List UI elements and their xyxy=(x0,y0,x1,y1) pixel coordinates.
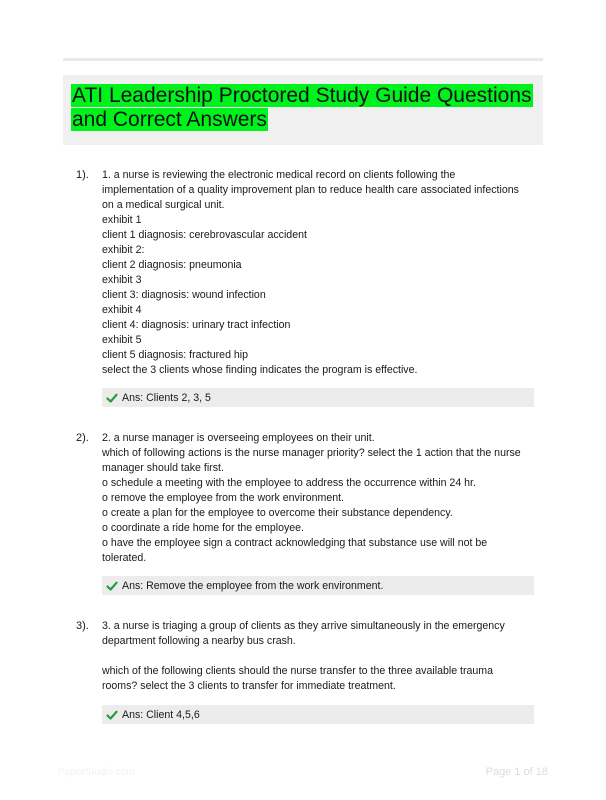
question-line: client 4: diagnosis: urinary tract infection xyxy=(102,319,291,331)
question-line: client 2 diagnosis: pneumonia xyxy=(102,259,242,271)
page-number: Page 1 of 18 xyxy=(485,766,548,778)
question-line: 3. a nurse is triaging a group of clients as they arrive simultaneously in the emergency xyxy=(102,620,505,632)
question-line: rooms? select the 3 clients to transfer for immediate treatment. xyxy=(102,680,396,692)
question-line: exhibit 4 xyxy=(102,304,142,316)
question-line: implementation of a quality improvement plan to reduce health care associated infections xyxy=(102,184,519,196)
question-line: department following a nearby bus crash. xyxy=(102,635,296,647)
question-line xyxy=(102,649,534,664)
question-line: on a medical surgical unit. xyxy=(102,199,225,211)
question-number: 1). xyxy=(76,169,89,181)
question-text xyxy=(102,168,534,378)
question-line: 2. a nurse manager is overseeing employees on their unit. xyxy=(102,432,375,444)
question-line: exhibit 3 xyxy=(102,274,142,286)
question-line: client 1 diagnosis: cerebrovascular accident xyxy=(102,229,307,241)
question-line: o coordinate a ride home for the employee. xyxy=(102,522,304,534)
top-divider xyxy=(63,58,543,61)
answer-box-3 xyxy=(102,705,534,724)
checkmark-icon xyxy=(106,392,118,404)
footer-site-watermark: PaperStudio.com xyxy=(58,767,135,778)
title-banner xyxy=(63,75,543,145)
question-line: tolerated. xyxy=(102,552,147,564)
question-line: which of the following clients should the nurse transfer to the three available trauma xyxy=(102,665,494,677)
question-line: exhibit 2: xyxy=(102,244,145,256)
checkmark-icon xyxy=(106,709,118,721)
question-line: o have the employee sign a contract acknowledging that substance use will not be xyxy=(102,537,488,549)
question-line: 1. a nurse is reviewing the electronic medical record on clients following the xyxy=(102,169,456,181)
question-line: which of following actions is the nurse manager priority? select the 1 action that the nurse xyxy=(102,447,521,459)
question-text xyxy=(102,619,534,694)
question-number: 3). xyxy=(76,620,89,632)
question-line: client 5 diagnosis: fractured hip xyxy=(102,349,249,361)
page-title-text: ATI Leadership Proctored Study Guide Questions and Correct Answers xyxy=(72,84,532,131)
answer-box-1 xyxy=(102,388,534,407)
page-title xyxy=(71,84,541,132)
answer-box-2 xyxy=(102,576,534,595)
answer-text: Ans: Remove the employee from the work environment. xyxy=(122,579,384,592)
question-line: client 3: diagnosis: wound infection xyxy=(102,289,266,301)
answer-text: Ans: Client 4,5,6 xyxy=(122,708,200,721)
question-line: o create a plan for the employee to overcome their substance dependency. xyxy=(102,507,453,519)
question-line: o schedule a meeting with the employee to address the occurrence within 24 hr. xyxy=(102,477,476,489)
question-line: exhibit 1 xyxy=(102,214,142,226)
question-line: exhibit 5 xyxy=(102,334,142,346)
question-number: 2). xyxy=(76,432,89,444)
checkmark-icon xyxy=(106,580,118,592)
question-line: select the 3 clients whose finding indicates the program is effective. xyxy=(102,364,418,376)
answer-text: Ans: Clients 2, 3, 5 xyxy=(122,391,211,404)
question-line: manager should take first. xyxy=(102,462,224,474)
question-text xyxy=(102,431,534,566)
question-line: o remove the employee from the work environment. xyxy=(102,492,345,504)
